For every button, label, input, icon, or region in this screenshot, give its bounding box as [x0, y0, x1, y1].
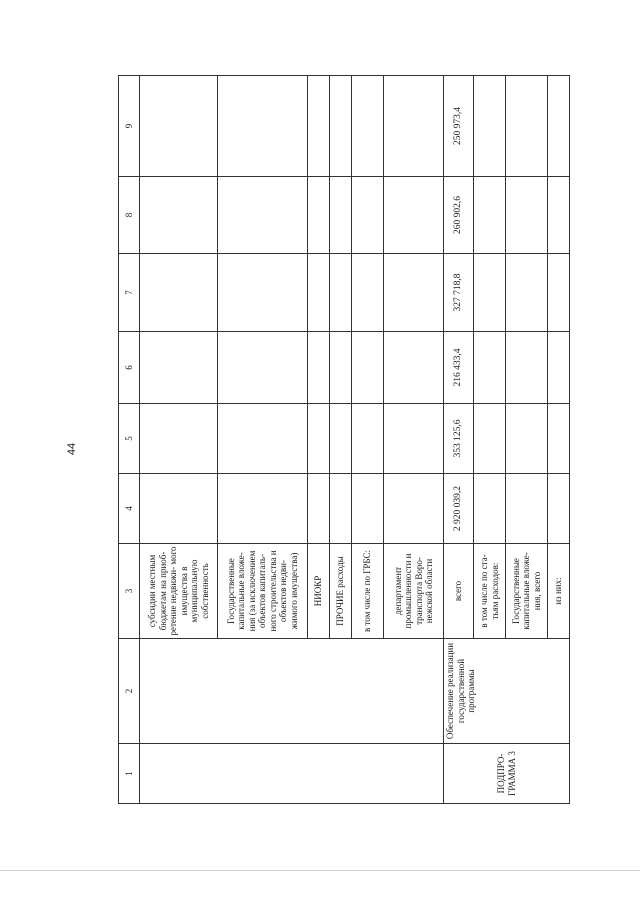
value-cell: 260 902,6	[444, 177, 474, 254]
row-label-capital-investments: Государственные капитальные вложе- ния (за исключением объектов капиталь- ного строительства и объектов недви- жимого имущества)	[218, 544, 308, 639]
value-cell: 2 920 039,2	[444, 474, 474, 544]
subprogram-label: ПОДПРО- ГРАММА 3	[444, 744, 570, 804]
cell-empty	[140, 639, 444, 744]
page-number: 44	[66, 442, 79, 456]
row-label-by-items: в том числе по ста- тьям расходов:	[474, 544, 506, 639]
header-cell: 3	[119, 544, 140, 639]
row-label-other: ПРОЧИЕ расходы	[330, 544, 352, 639]
header-cell: 6	[119, 332, 140, 404]
table-row	[140, 76, 218, 804]
header-cell: 9	[119, 76, 140, 177]
row-label-grbs: в том числе по ГРБС:	[352, 544, 384, 639]
table-row-subprogram-3	[444, 76, 474, 804]
row-label-total: всего	[444, 544, 474, 639]
value-cell: 327 718,8	[444, 254, 474, 332]
header-cell: 8	[119, 177, 140, 254]
row-label-subsidies: субсидии местным бюджетам на приоб- ретение недвижи- мого имущества в муниципальную собственность	[140, 544, 218, 639]
header-cell: 5	[119, 404, 140, 474]
subprogram-name: Обеспечение реализации государственной программы	[444, 639, 570, 744]
header-cell: 1	[119, 744, 140, 804]
row-label-of-which: из них:	[548, 544, 570, 639]
value-cell: 353 125,6	[444, 404, 474, 474]
row-label-department: департамент промышленности и транспорта Воро- нежской области	[384, 544, 444, 639]
header-row	[119, 76, 140, 804]
budget-table	[118, 75, 570, 804]
header-cell: 4	[119, 474, 140, 544]
header-cell: 7	[119, 254, 140, 332]
value-cell: 216 433,4	[444, 332, 474, 404]
row-label-niokr: НИОКР	[308, 544, 330, 639]
value-cell: 250 973,4	[444, 76, 474, 177]
page-edge-divider	[0, 870, 640, 871]
budget-table-area	[118, 76, 570, 804]
header-cell: 2	[119, 639, 140, 744]
cell-empty	[140, 744, 444, 804]
row-label-capital-total: Государственные капитальные вложе- ния, всего	[506, 544, 548, 639]
